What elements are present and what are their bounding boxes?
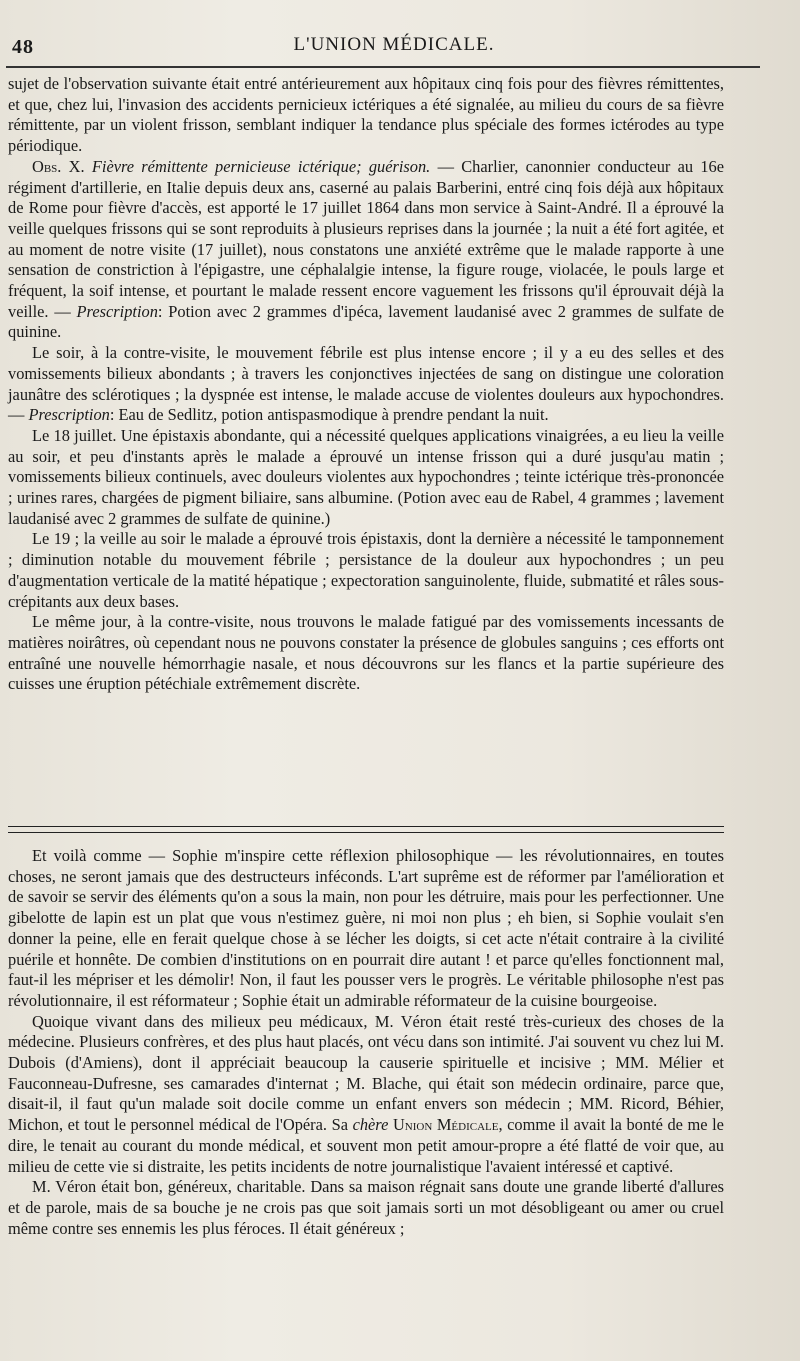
observation-text: — Charlier, canonnier conducteur au 16e régiment d'artillerie, en Italie depuis deux ans, caserné au palais Barberini, entré cinq fois déjà aux hôpitaux de Rome pour fièvre d'accès, est apporté le 17 juillet 1864 dans mon service à Saint-André. Il a éprouvé la veille quelques frissons qui se sont reproduits à plusieurs reprises dans la journée ; la nuit a été fort agitée, et au moment de notre visite (17 juillet), nous constatons une anxiété extrême que le malade rapporte à une sensation de constriction à l'épigastre, une céphalalgie intense, la figure rouge, violacée, le pouls large et fréquent, la soif intense, et pourtant le malade ressent encore vaguement les frissons qu'il éprouvait déjà la veille. — xyxy=(8,156,725,321)
article-paragraph: Le même jour, à la contre-visite, nous trouvons le malade fatigué par des vomissements incessants de matières noirâtres, où cependant nous ne pouvons constater la présence de globules sanguins ; ces efforts ont entraîné une nouvelle hémorrhagie nasale, et nous découvrons sur les flancs et la partie supérieure des cuisses une éruption pétéchiale extrêmement discrète. xyxy=(8,612,724,694)
section-separator-rule xyxy=(8,826,724,833)
prescription-label: Prescription xyxy=(76,301,158,321)
article-paragraph: Le 19 ; la veille au soir le malade a éprouvé trois épistaxis, dont la dernière a nécessité le tamponnement ; diminution notable du mouvement fébrile ; persistance de la douleur aux hypochondres ; un peu d'augmentation verticale de la matité hépatique ; expectoration sanguinolente, fluide, submatité et râles sous-crépitants aux deux bases. xyxy=(8,529,724,611)
medical-article xyxy=(8,74,724,695)
evening-visit-text: Le soir, à la contre-visite, le mouvement fébrile est plus intense encore ; il y a eu des selles et des vomissements bilieux abondants ; à travers les conjonctives injectées de sang on distingue une coloration jaunâtre des sclérotiques ; la dyspnée est intense, le malade accuse de violentes douleurs aux hypochondres. — xyxy=(8,343,724,425)
feuilleton-paragraph: M. Véron était bon, généreux, charitable. Dans sa maison régnait sans doute une grande liberté d'allures et de parole, mais de sa bouche je ne crois pas que soit jamais sorti un mot désobligeant ou amer ou cruel même contre ses ennemis les plus féroces. Il était généreux ; xyxy=(8,1177,724,1238)
prescription-text: : Eau de Sedlitz, potion antispasmodique à prendre pendant la nuit. xyxy=(109,405,549,425)
feuilleton-paragraph: Et voilà comme — Sophie m'inspire cette réflexion philosophique — les révolutionnaires, en toutes choses, ne seront jamais que des destructeurs inféconds. L'art suprême est de réformer par l'amélioration et de savoir se servir des éléments qu'on a sous la main, non pour les détruire, mais pour les perfectionner. Une gibelotte de lapin est un plat que vous n'estimez guère, ni moi non plus ; eh bien, si Sophie voulait s'en donner la peine, elle en ferait quelque chose à se lécher les doigts, si cet acte n'était contraire à la civilité puérile et honnête. De combien d'institutions on en pourrait dire autant ! et parce qu'elles fonctionnent mal, faut-il les mépriser et les démolir! Non, il faut les pousser vers le progrès. Le véritable philosophe n'est pas révolutionnaire, il est réformateur ; Sophie était un admirable réformateur de la cuisine bourgeoise. xyxy=(8,846,724,1010)
article-paragraph: Le 18 juillet. Une épistaxis abondante, qui a nécessité quelques applications vinaigrées, a eu lieu la veille au soir, et peu d'instants après le malade a éprouvé un intense frisson qui a duré jusqu'au matin ; vomissements bilieux continuels, avec douleurs violentes aux hypochondres ; teinte ictérique très-prononcée ; urines rares, chargées de pigment biliaire, sans albumine. (Potion avec eau de Rabel, 4 grammes ; lavement laudanisé avec 2 grammes de sulfate de quinine.) xyxy=(8,425,724,528)
prescription-label: Prescription xyxy=(28,405,110,425)
prescription-text: : Potion avec 2 grammes d'ipéca, lavement laudanisé avec 2 grammes de sulfate de quinine. xyxy=(8,301,724,342)
journal-name: Union Médicale xyxy=(392,1115,499,1135)
article-paragraph: sujet de l'observation suivante était entré antérieurement aux hôpitaux cinq fois pour des fièvres rémittentes, et que, chez lui, l'invasion des accidents pernicieux ictériques a été signalée, au milieu du cours de sa fièvre rémittente, par un violent frisson, semblant indiquer la tendance plus spéciale des formes ictérodes au type périodique. xyxy=(8,74,724,156)
italic-word: chère xyxy=(352,1115,389,1135)
feuilleton-text: Quoique vivant dans des milieux peu médicaux, M. Véron était resté très-curieux des choses de la médecine. Plusieurs confrères, et des plus haut placés, ont vécu dans son intimité. J'ai souvent vu chez lui M. Dubois (d'Amiens), dont il appréciait beaucoup la causerie spirituelle et incisive ; MM. Mélier et Fauconneau-Dufresne, ses camarades d'internat ; M. Blache, qui était son médecin ordinaire, parce que, disait-il, il faut qu'un malade soit docile comme un enfant envers son médecin ; MM. Ricord, Béhier, Michon, et tout le personnel médical de l'Opéra. Sa xyxy=(8,1011,724,1135)
feuilleton-text: , comme il avait la bonté de me le dire, le tenait au courant du monde médical, et souvent mon petit amour-propre a été flatté de voir que, au milieu de cette vie si distraite, les petits incidents de notre journalistique l'avaient intéressé et captivé. xyxy=(8,1115,724,1176)
feuilleton-paragraph xyxy=(8,1012,724,1178)
observation-paragraph xyxy=(8,157,724,343)
running-title: L'UNION MÉDICALE. xyxy=(293,34,495,55)
observation-label: Obs. X. xyxy=(32,156,85,176)
page-number: 48 xyxy=(12,36,34,58)
feuilleton-article xyxy=(8,846,724,1239)
page-header xyxy=(8,30,780,64)
article-paragraph xyxy=(8,343,724,426)
header-rule xyxy=(6,66,760,68)
observation-title: Fièvre rémittente pernicieuse ictérique; guérison. xyxy=(91,156,431,176)
